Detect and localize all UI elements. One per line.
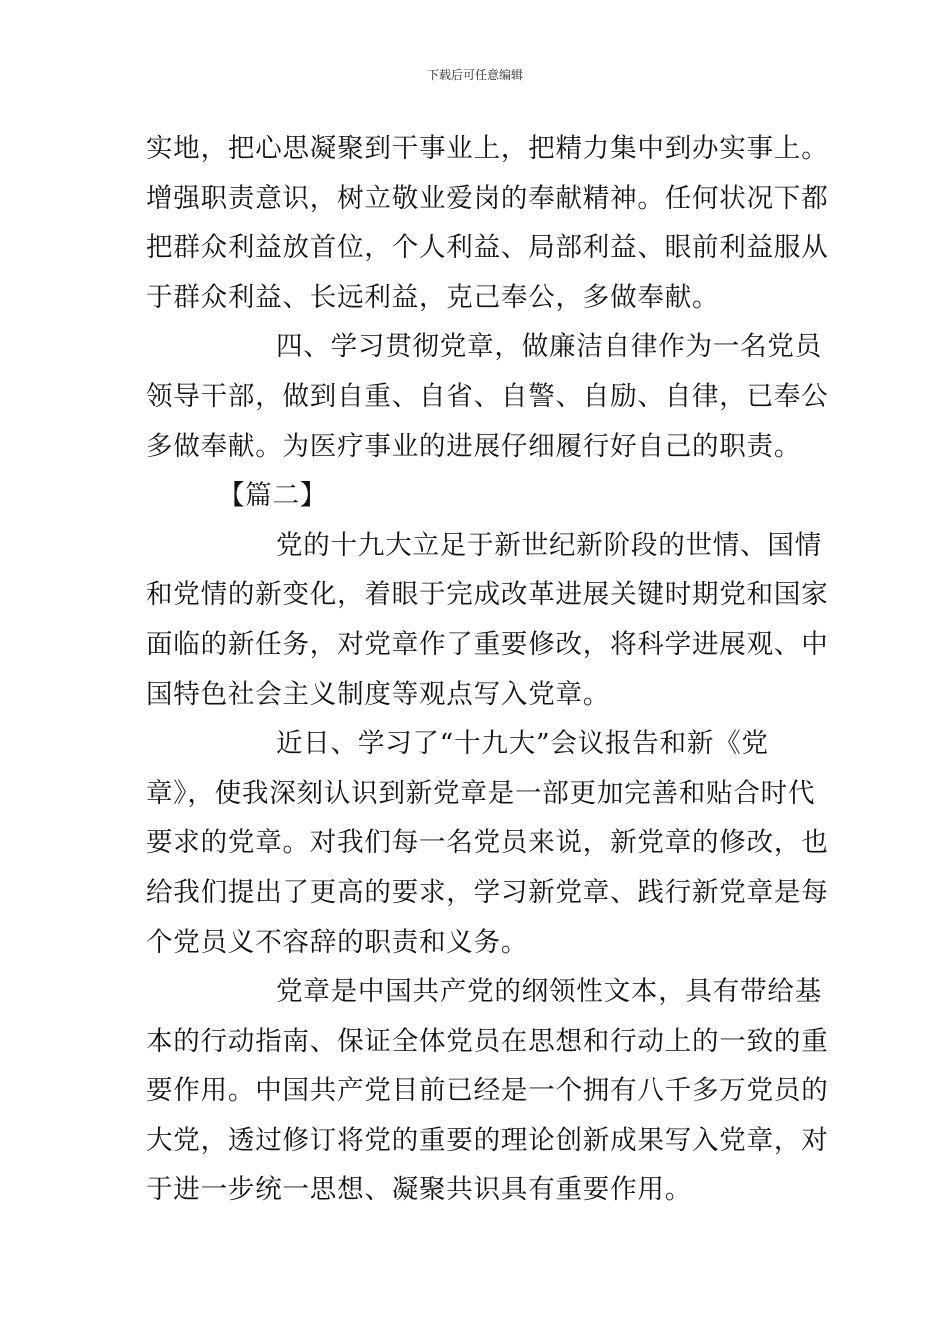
paragraph-first-line: 近日、学习了“十九大”会议报告和新《党 [276, 728, 769, 760]
text-line: 章》，使我深刻认识到新党章是一部更加完善和贴合时代 [146, 777, 816, 809]
text-line: 于进一步统一思想、凝聚共识具有重要作用。 [146, 1174, 692, 1206]
text-line: 于群众利益、长远利益，克己奉公，多做奉献。 [146, 281, 720, 313]
text-line: 和党情的新变化，着眼于完成改革进展关键时期党和国家 [146, 579, 829, 611]
text-line: 增强职责意识，树立敬业爱岗的奉献精神。任何状况下都 [146, 182, 829, 214]
text-line: 给我们提出了更高的要求，学习新党章、践行新党章是每 [146, 876, 829, 908]
text-line: 国特色社会主义制度等观点写入党章。 [146, 678, 611, 710]
text-line: 要求的党章。对我们每一名党员来说，新党章的修改，也 [146, 827, 829, 859]
text-line: 领导干部，做到自重、自省、自警、自励、自律，已奉公 [146, 380, 829, 412]
text-line: 个党员义不容辞的职责和义务。 [146, 926, 529, 958]
paragraph-first-line: 党的十九大立足于新世纪新阶段的世情、国情 [276, 529, 822, 561]
paragraph-first-line: 四、学习贯彻党章，做廉洁自律作为一名党员 [276, 331, 822, 363]
text-line: 大党，透过修订将党的重要的理论创新成果写入党章，对 [146, 1124, 829, 1156]
text-line: 面临的新任务，对党章作了重要修改，将科学进展观、中 [146, 628, 829, 660]
text-line: 把群众利益放首位，个人利益、局部利益、眼前利益服从 [146, 232, 829, 264]
text-line: 实地，把心思凝聚到干事业上，把精力集中到办实事上。 [146, 133, 829, 164]
text-line: 多做奉献。为医疗事业的进展仔细履行好自己的职责。 [146, 430, 802, 462]
page-header: 下载后可任意编辑 [426, 68, 523, 82]
paragraph-first-line: 党章是中国共产党的纲领性文本，具有带给基 [276, 976, 822, 1008]
document-body [146, 124, 829, 1215]
section-heading: 【篇二】 [218, 480, 328, 512]
text-line: 本的行动指南、保证全体党员在思想和行动上的一致的重 [146, 1025, 829, 1057]
text-line: 要作用。中国共产党目前已经是一个拥有八千多万党员的 [146, 1075, 829, 1107]
